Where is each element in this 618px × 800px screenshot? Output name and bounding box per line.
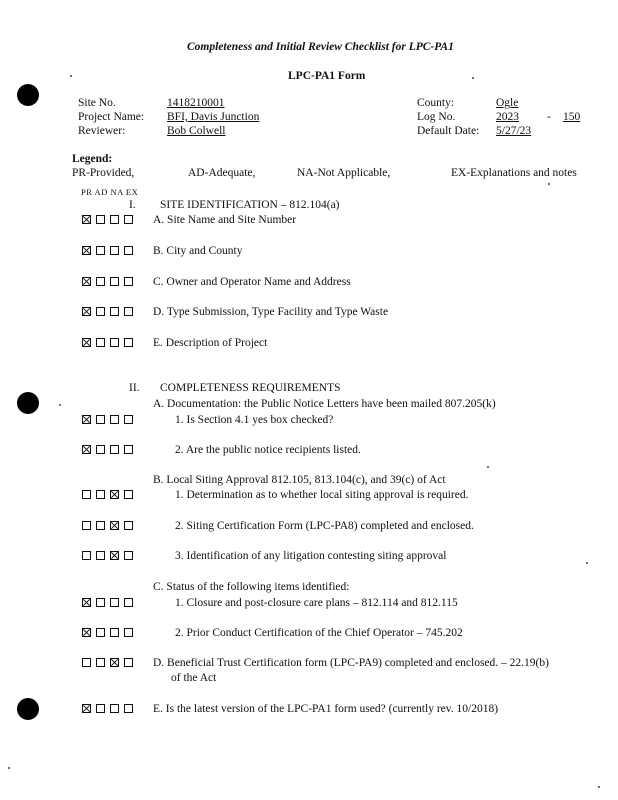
checkbox-ex[interactable] [124,415,133,424]
scan-speck [59,404,61,406]
checkbox-pr[interactable] [82,307,91,316]
checkbox-na[interactable] [110,628,119,637]
checkbox-ex[interactable] [124,338,133,347]
checkbox-na[interactable] [110,521,119,530]
checkbox-na[interactable] [110,658,119,667]
checkbox-na[interactable] [110,415,119,424]
log-no-label: Log No. [417,111,456,123]
checkbox-ad[interactable] [96,521,105,530]
checkbox-ad[interactable] [96,628,105,637]
subsection-a: A. Documentation: the Public Notice Letters have been mailed 807.205(k) [153,398,496,410]
scan-speck [548,183,550,185]
checkbox-pr[interactable] [82,490,91,499]
checkbox-ex[interactable] [124,246,133,255]
checkbox-ex[interactable] [124,277,133,286]
checkbox-ad[interactable] [96,215,105,224]
checkbox-ad[interactable] [96,246,105,255]
county-value: Ogle [496,97,519,109]
default-date-value: 5/27/23 [496,125,532,137]
checkbox-na[interactable] [110,490,119,499]
checkbox-ex[interactable] [124,598,133,607]
checkbox-group [82,277,133,286]
item-city-county: B. City and County [153,245,243,257]
item-description: E. Description of Project [153,337,268,349]
binder-hole-top [17,84,39,106]
checkbox-na[interactable] [110,551,119,560]
checkbox-ex[interactable] [124,445,133,454]
checkbox-ad[interactable] [96,704,105,713]
item-latest-version: E. Is the latest version of the LPC-PA1 form used? (currently rev. 10/2018) [153,703,499,715]
checkbox-group [82,445,133,454]
section-1-title: SITE IDENTIFICATION – 812.104(a) [160,199,340,211]
checkbox-ex[interactable] [124,490,133,499]
item-section-41: 1. Is Section 4.1 yes box checked? [175,414,334,426]
scan-speck [472,77,474,79]
checkbox-group [82,246,133,255]
checkbox-na[interactable] [110,598,119,607]
checkbox-pr[interactable] [82,277,91,286]
checkbox-na[interactable] [110,338,119,347]
scan-speck [487,466,489,468]
checkbox-na[interactable] [110,307,119,316]
document-title: Completeness and Initial Review Checklist for LPC-PA1 [187,41,454,53]
checkbox-column-headers: PR AD NA EX [81,187,139,197]
reviewer-value: Bob Colwell [167,125,226,137]
project-name-value: BFI, Davis Junction [167,111,260,123]
checkbox-ad[interactable] [96,415,105,424]
item-type-submission: D. Type Submission, Type Facility and Type Waste [153,306,389,318]
checkbox-na[interactable] [110,277,119,286]
site-no-label: Site No. [78,97,116,109]
subsection-c: C. Status of the following items identified: [153,581,350,593]
checkbox-pr[interactable] [82,598,91,607]
checkbox-pr[interactable] [82,521,91,530]
county-label: County: [417,97,455,109]
checkbox-ex[interactable] [124,628,133,637]
legend-provided: PR-Provided, [72,167,135,179]
checkbox-ad[interactable] [96,445,105,454]
reviewer-label: Reviewer: [78,125,126,137]
log-year-value: 2023 [496,111,519,123]
item-owner-operator: C. Owner and Operator Name and Address [153,276,351,288]
item-site-name: A. Site Name and Site Number [153,214,297,226]
checkbox-pr[interactable] [82,658,91,667]
legend-adequate: AD-Adequate, [188,167,256,179]
checkbox-na[interactable] [110,445,119,454]
checkbox-group [82,628,133,637]
item-litigation: 3. Identification of any litigation contesting siting approval [175,550,447,562]
checkbox-ex[interactable] [124,521,133,530]
log-dash: - [547,111,551,123]
checkbox-group [82,307,133,316]
item-prior-conduct: 2. Prior Conduct Certification of the Chief Operator – 745.202 [175,627,463,639]
checkbox-ad[interactable] [96,307,105,316]
legend-label: Legend: [72,153,113,165]
default-date-label: Default Date: [417,125,480,137]
checkbox-pr[interactable] [82,628,91,637]
checkbox-group [82,338,133,347]
section-1-number: I. [129,199,136,211]
checkbox-pr[interactable] [82,551,91,560]
form-title: LPC-PA1 Form [288,70,366,82]
binder-hole-middle [17,392,39,414]
checkbox-ex[interactable] [124,704,133,713]
checkbox-group [82,490,133,499]
checkbox-na[interactable] [110,704,119,713]
checkbox-ad[interactable] [96,598,105,607]
checkbox-ad[interactable] [96,658,105,667]
checkbox-ad[interactable] [96,277,105,286]
legend-explanations: EX-Explanations and notes [451,167,577,179]
checkbox-group [82,598,133,607]
scan-speck [586,562,588,564]
legend-not-applicable: NA-Not Applicable, [297,167,391,179]
checkbox-group [82,215,133,224]
checkbox-ex[interactable] [124,551,133,560]
project-name-label: Project Name: [78,111,145,123]
checkbox-pr[interactable] [82,215,91,224]
item-beneficial-trust: D. Beneficial Trust Certification form (LPC-PA9) completed and enclosed. – 22.19(b) [153,657,549,669]
scan-speck [70,75,72,77]
checkbox-na[interactable] [110,215,119,224]
checkbox-group [82,704,133,713]
checkbox-group [82,521,133,530]
checkbox-ex[interactable] [124,215,133,224]
checkbox-group [82,415,133,424]
checkbox-ex[interactable] [124,307,133,316]
checkbox-group [82,658,133,667]
checkbox-pr[interactable] [82,338,91,347]
scan-speck [598,786,600,788]
section-2-number: II. [129,382,140,394]
item-local-siting: 1. Determination as to whether local siting approval is required. [175,489,469,501]
binder-hole-bottom [17,698,39,720]
site-no-value: 1418210001 [167,97,225,109]
checkbox-pr[interactable] [82,704,91,713]
item-notice-recipients: 2. Are the public notice recipients listed. [175,444,361,456]
checkbox-na[interactable] [110,246,119,255]
item-closure-plans: 1. Closure and post-closure care plans – 812.114 and 812.115 [175,597,458,609]
scan-speck [8,767,10,769]
checkbox-pr[interactable] [82,415,91,424]
item-beneficial-trust-continued: of the Act [171,672,217,684]
checkbox-pr[interactable] [82,246,91,255]
checkbox-ex[interactable] [124,658,133,667]
checkbox-ad[interactable] [96,338,105,347]
log-number-value: 150 [563,111,581,123]
checkbox-ad[interactable] [96,551,105,560]
section-2-title: COMPLETENESS REQUIREMENTS [160,382,341,394]
item-siting-certification: 2. Siting Certification Form (LPC-PA8) completed and enclosed. [175,520,474,532]
checkbox-ad[interactable] [96,490,105,499]
checkbox-group [82,551,133,560]
checkbox-pr[interactable] [82,445,91,454]
subsection-b: B. Local Siting Approval 812.105, 813.104(c), and 39(c) of Act [153,474,446,486]
